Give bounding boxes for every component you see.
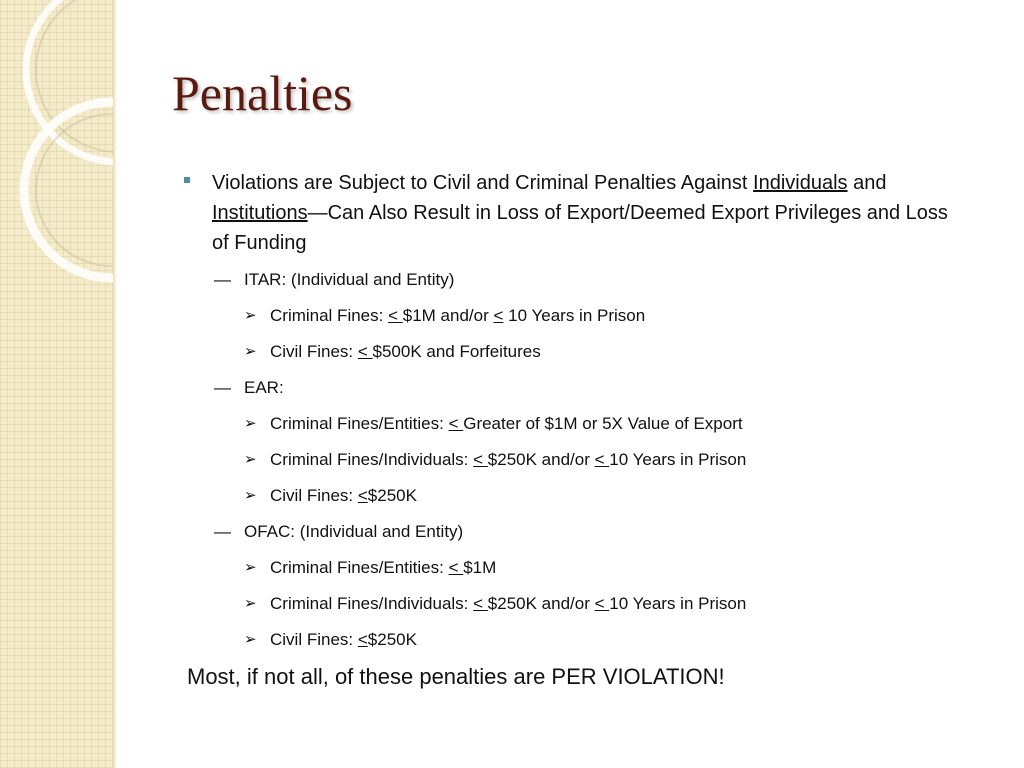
item-text: Criminal Fines/Entities: xyxy=(270,414,449,433)
arrow-bullet-icon: ➢ xyxy=(244,559,257,576)
item-text: Civil Fines: xyxy=(270,630,358,649)
less-than-underlined: < xyxy=(493,306,504,325)
item-text: Criminal Fines/Entities: xyxy=(270,558,449,577)
institutions-underlined: Institutions xyxy=(212,202,308,224)
penalty-item xyxy=(184,298,964,334)
decorative-sidebar xyxy=(0,0,113,768)
item-text: 10 Years in Prison xyxy=(609,450,747,469)
main-bullet-part2: —Can Also Result in Loss of Export/Deemed Export Privileges and Loss of Funding xyxy=(212,202,948,254)
section-heading-text: ITAR: (Individual and Entity) xyxy=(244,270,455,289)
main-bullet xyxy=(184,168,964,258)
less-than-underlined: < xyxy=(473,450,488,469)
arrow-bullet-icon: ➢ xyxy=(244,451,257,468)
less-than-underlined: < xyxy=(357,342,373,361)
penalty-item xyxy=(184,550,964,586)
individuals-underlined: Individuals xyxy=(753,172,848,194)
item-text: Criminal Fines/Individuals: xyxy=(270,450,474,469)
arrow-bullet-icon: ➢ xyxy=(244,307,257,324)
item-text: Greater of $1M or 5X Value of Export xyxy=(463,414,743,433)
item-text: Criminal Fines: xyxy=(270,306,389,325)
penalty-item xyxy=(184,478,964,514)
item-text: Civil Fines: xyxy=(270,342,358,361)
penalty-item xyxy=(184,586,964,622)
em-dash: — xyxy=(214,270,231,289)
less-than-underlined: < xyxy=(594,594,610,613)
less-than-underlined: < xyxy=(448,414,464,433)
less-than-underlined: < xyxy=(473,594,488,613)
penalty-item xyxy=(184,334,964,370)
arrow-bullet-icon: ➢ xyxy=(244,343,257,360)
less-than-underlined: < xyxy=(448,558,464,577)
square-bullet-icon xyxy=(184,177,190,183)
decorative-circles xyxy=(0,0,113,340)
penalty-item xyxy=(184,406,964,442)
item-text: Criminal Fines/Individuals: xyxy=(270,594,474,613)
main-bullet-part1: Violations are Subject to Civil and Criminal Penalties Against xyxy=(212,172,754,194)
less-than-underlined: < xyxy=(594,450,610,469)
em-dash: — xyxy=(214,378,231,397)
penalty-item xyxy=(184,622,964,658)
slide-title: Penalties xyxy=(172,65,353,121)
arrow-bullet-icon: ➢ xyxy=(244,487,257,504)
less-than-underlined: < xyxy=(357,630,368,649)
arrow-bullet-icon: ➢ xyxy=(244,415,257,432)
item-text: $1M and/or xyxy=(402,306,494,325)
penalty-item xyxy=(184,442,964,478)
item-text: 10 Years in Prison xyxy=(609,594,747,613)
less-than-underlined: < xyxy=(388,306,403,325)
less-than-underlined: < xyxy=(357,486,368,505)
arrow-bullet-icon: ➢ xyxy=(244,595,257,612)
item-text: 10 Years in Prison xyxy=(503,306,646,325)
slide-content xyxy=(184,168,964,658)
section-heading-itar xyxy=(184,262,964,298)
item-text: $250K and/or xyxy=(487,594,595,613)
item-text: $250K xyxy=(367,486,417,505)
arrow-bullet-icon: ➢ xyxy=(244,631,257,648)
item-text: Civil Fines: xyxy=(270,486,358,505)
section-heading-ofac xyxy=(184,514,964,550)
section-heading-ear xyxy=(184,370,964,406)
item-text: $500K and Forfeitures xyxy=(372,342,541,361)
item-text: $1M xyxy=(463,558,497,577)
penalty-sections xyxy=(184,262,964,658)
item-text: $250K and/or xyxy=(487,450,595,469)
section-heading-text: EAR: xyxy=(244,378,284,397)
footer-note: Most, if not all, of these penalties are PER VIOLATION! xyxy=(187,664,725,689)
section-heading-text: OFAC: (Individual and Entity) xyxy=(244,522,464,541)
em-dash: — xyxy=(214,522,231,541)
main-bullet-text xyxy=(212,168,964,258)
main-bullet-and: and xyxy=(847,172,887,194)
item-text: $250K xyxy=(367,630,417,649)
sidebar-edge xyxy=(113,0,117,768)
